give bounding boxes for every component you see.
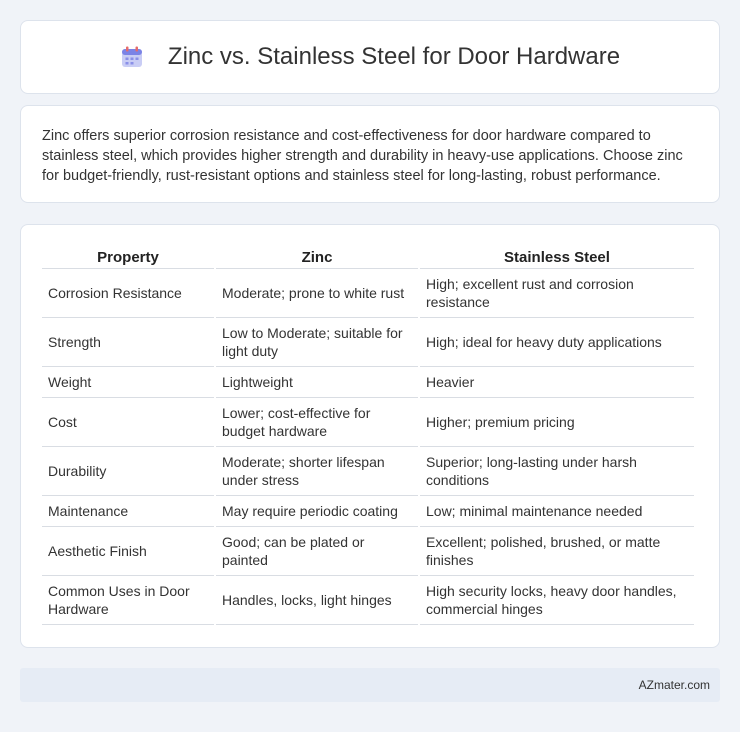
stainless-cell: High security locks, heavy door handles, commercial hinges xyxy=(420,576,694,625)
stainless-cell: Low; minimal maintenance needed xyxy=(420,496,694,527)
intro-card xyxy=(20,105,720,203)
zinc-cell: Low to Moderate; suitable for light duty xyxy=(216,318,418,367)
column-header-stainless-steel: Stainless Steel xyxy=(420,245,694,269)
property-cell: Aesthetic Finish xyxy=(42,527,214,576)
zinc-cell: Moderate; shorter lifespan under stress xyxy=(216,447,418,496)
stainless-cell: Superior; long-lasting under harsh conditions xyxy=(420,447,694,496)
table-row xyxy=(42,447,694,496)
column-header-property: Property xyxy=(42,245,214,269)
table-row xyxy=(42,269,694,318)
property-cell: Weight xyxy=(42,367,214,398)
table-row xyxy=(42,527,694,576)
zinc-cell: Lower; cost-effective for budget hardware xyxy=(216,398,418,447)
stainless-cell: Heavier xyxy=(420,367,694,398)
comparison-table-card xyxy=(20,224,720,648)
column-header-zinc: Zinc xyxy=(216,245,418,269)
table-row xyxy=(42,398,694,447)
table-header-row xyxy=(42,245,694,269)
table-row xyxy=(42,367,694,398)
stainless-cell: High; excellent rust and corrosion resistance xyxy=(420,269,694,318)
zinc-cell: Moderate; prone to white rust xyxy=(216,269,418,318)
table-row xyxy=(42,496,694,527)
property-cell: Maintenance xyxy=(42,496,214,527)
calendar-icon xyxy=(120,45,144,69)
property-cell: Durability xyxy=(42,447,214,496)
stainless-cell: High; ideal for heavy duty applications xyxy=(420,318,694,367)
title-card xyxy=(20,20,720,94)
property-cell: Strength xyxy=(42,318,214,367)
footer xyxy=(20,668,720,702)
zinc-cell: Lightweight xyxy=(216,367,418,398)
property-cell: Common Uses in Door Hardware xyxy=(42,576,214,625)
comparison-table xyxy=(40,245,696,625)
stainless-cell: Higher; premium pricing xyxy=(420,398,694,447)
zinc-cell: Good; can be plated or painted xyxy=(216,527,418,576)
property-cell: Corrosion Resistance xyxy=(42,269,214,318)
table-row xyxy=(42,576,694,625)
zinc-cell: May require periodic coating xyxy=(216,496,418,527)
zinc-cell: Handles, locks, light hinges xyxy=(216,576,418,625)
stainless-cell: Excellent; polished, brushed, or matte finishes xyxy=(420,527,694,576)
page-title: Zinc vs. Stainless Steel for Door Hardware xyxy=(167,43,621,70)
property-cell: Cost xyxy=(42,398,214,447)
table-row xyxy=(42,318,694,367)
intro-text: Zinc offers superior corrosion resistance and cost-effectiveness for door hardware compared to stainless steel, which provides higher strength and durability in heavy-use applications. Choose zinc for budget-friendly, rust-resistant options and stainless steel for long-lasting, robust performance. xyxy=(42,128,683,184)
footer-brand: AZmater.com xyxy=(638,678,710,692)
